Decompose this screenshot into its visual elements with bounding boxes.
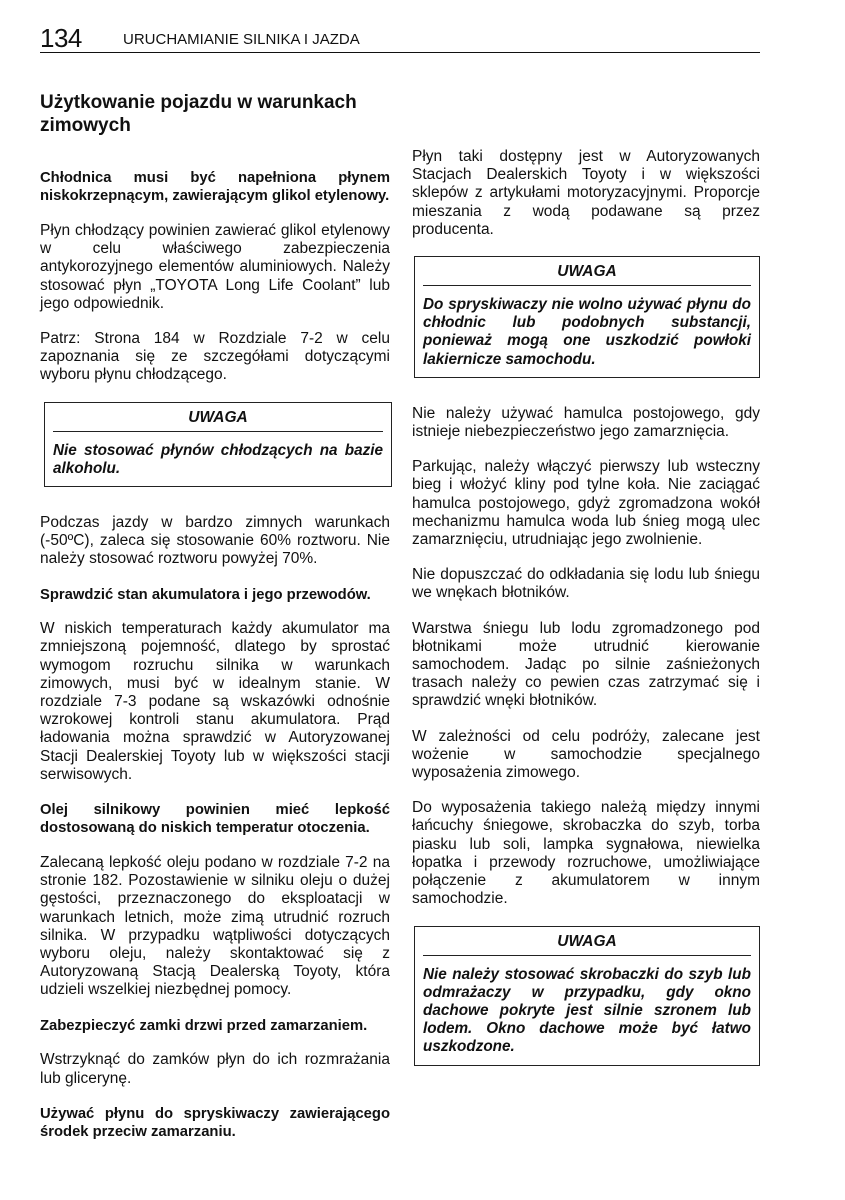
paragraph-parking: Parkując, należy włączyć pierwszy lub wsteczny bieg i włożyć kliny pod tylne koła. Nie zaciągać hamulca postojowego, gdyż zgromadzona wokół mechanizmu hamulca woda lub śnieg mogą ulec zamarznięciu, utrudniając jego zwolnienie. [412,458,760,549]
paragraph-parking-brake: Nie należy używać hamulca postojowego, gdy istnieje niebezpieczeństwo jego zamarznięcia. [412,404,760,441]
subheading-coolant: Chłodnica musi być napełniona płynem niskokrzepnącym, zawierającym glikol etylenowy. [40,170,390,205]
paragraph-wheel-arches: Nie dopuszczać do odkładania się lodu lub śniegu we wnękach błotników. [412,566,760,602]
warning-box-washer [414,256,760,378]
paragraph-equipment-list: Do wyposażenia takiego należą między innymi łańcuchy śniegowe, skrobaczka do szyb, torba piasku lub soli, lampka sygnałowa, niewielka łopatka i przewody rozruchowe, umożliwiające połączenie z akumulatorem w innym samochodzie. [412,799,760,908]
warning-text: Nie należy stosować skrobaczki do szyb lub odmrażaczy w przypadku, gdy okno dachowe pokryte jest silnie szronem lub lodem. Okno dachowe może być łatwo uszkodzone. [423,965,751,1056]
paragraph-washer-fluid: Płyn taki dostępny jest w Autoryzowanych Stacjach Dealerskich Toyoty i w większości sklepów z artykułami motoryzacyjnymi. Proporcje mieszania z wodą podawane są przez producenta. [412,148,760,238]
subheading-battery: Sprawdzić stan akumulatora i jego przewodów. [40,586,371,603]
warning-box-sunroof [414,926,760,1066]
paragraph-coolant: Płyn chłodzący powinien zawierać glikol etylenowy w celu właściwego zabezpieczenia antykorozyjnego elementów aluminiowych. Należy stosować płyn „TOYOTA Long Life Coolant” lub jego odpowiednik. [40,221,390,312]
warning-box-alcohol [44,402,392,487]
paragraph-solution: Podczas jazdy w bardzo zimnych warunkach (-50ºC), zaleca się stosowanie 60% roztworu. Nie należy stosować roztworu powyżej 70%. [40,513,390,568]
subheading-locks: Zabezpieczyć zamki drzwi przed zamarzaniem. [40,1017,368,1034]
section-title: Użytkowanie pojazdu w warunkach zimowych [40,92,357,136]
warning-heading: UWAGA [423,933,751,956]
paragraph-locks: Wstrzyknąć do zamków płyn do ich rozmrażania lub glicerynę. [40,1051,390,1087]
warning-text: Nie stosować płynów chłodzących na bazie alkoholu. [53,441,383,477]
chapter-title: URUCHAMIANIE SILNIKA I JAZDA [123,31,360,48]
warning-heading: UWAGA [423,263,751,286]
page-number: 134 [40,23,82,53]
warning-heading: UWAGA [53,409,383,432]
paragraph-snow-steering: Warstwa śniegu lub lodu zgromadzonego pod błotnikami może utrudnić kierowanie samochodem. Jadąc po silnie zaśnieżonych trasach należy co pewien czas zatrzymać się i sprawdzić wnęki błotników. [412,619,760,710]
subheading-oil: Olej silnikowy powinien mieć lepkość dostosowaną do niskich temperatur otoczenia. [40,802,390,837]
paragraph-winter-equipment: W zależności od celu podróży, zalecane jest wożenie w samochodzie specjalnego wyposażenia zimowego. [412,727,760,782]
subheading-washer-fluid: Używać płynu do spryskiwaczy zawierającego środek przeciw zamarzaniu. [40,1105,390,1140]
paragraph-battery: W niskich temperaturach każdy akumulator ma zmniejszoną pojemność, dlatego by sprostać wymogom rozruchu silnika w warunkach zimowych, musi być w idealnym stanie. W rozdziale 7-3 podane są wskazówki odnośnie wzrokowej kontroli stanu akumulatora. Prąd ładowania można sprawdzić w Autoryzowanej Stacji Dealerskiej Toyoty lub w większości stacji serwisowych. [40,620,390,783]
warning-text: Do spryskiwaczy nie wolno używać płynu do chłodnic lub podobnych substancji, ponieważ mogą one uszkodzić powłoki lakiernicze samochodu. [423,296,751,368]
right-column [412,148,760,1093]
paragraph-coolant-reference: Patrz: Strona 184 w Rozdziale 7-2 w celu zapoznania się ze szczegółami dotyczącymi wyboru płynu chłodzącego. [40,329,390,384]
left-column [40,92,390,1158]
page-header [40,24,760,53]
paragraph-oil: Zalecaną lepkość oleju podano w rozdziale 7-2 na stronie 182. Pozostawienie w silniku oleju o dużej gęstości, przeznaczonego do eksploatacji w warunkach letnich, może zimą utrudnić rozruch silnika. W przypadku wątpliwości dotyczących wyboru oleju, należy skontaktować się z Autoryzowaną Stacją Dealerską Toyoty, która udzieli wszelkiej niezbędnej pomocy. [40,853,390,999]
